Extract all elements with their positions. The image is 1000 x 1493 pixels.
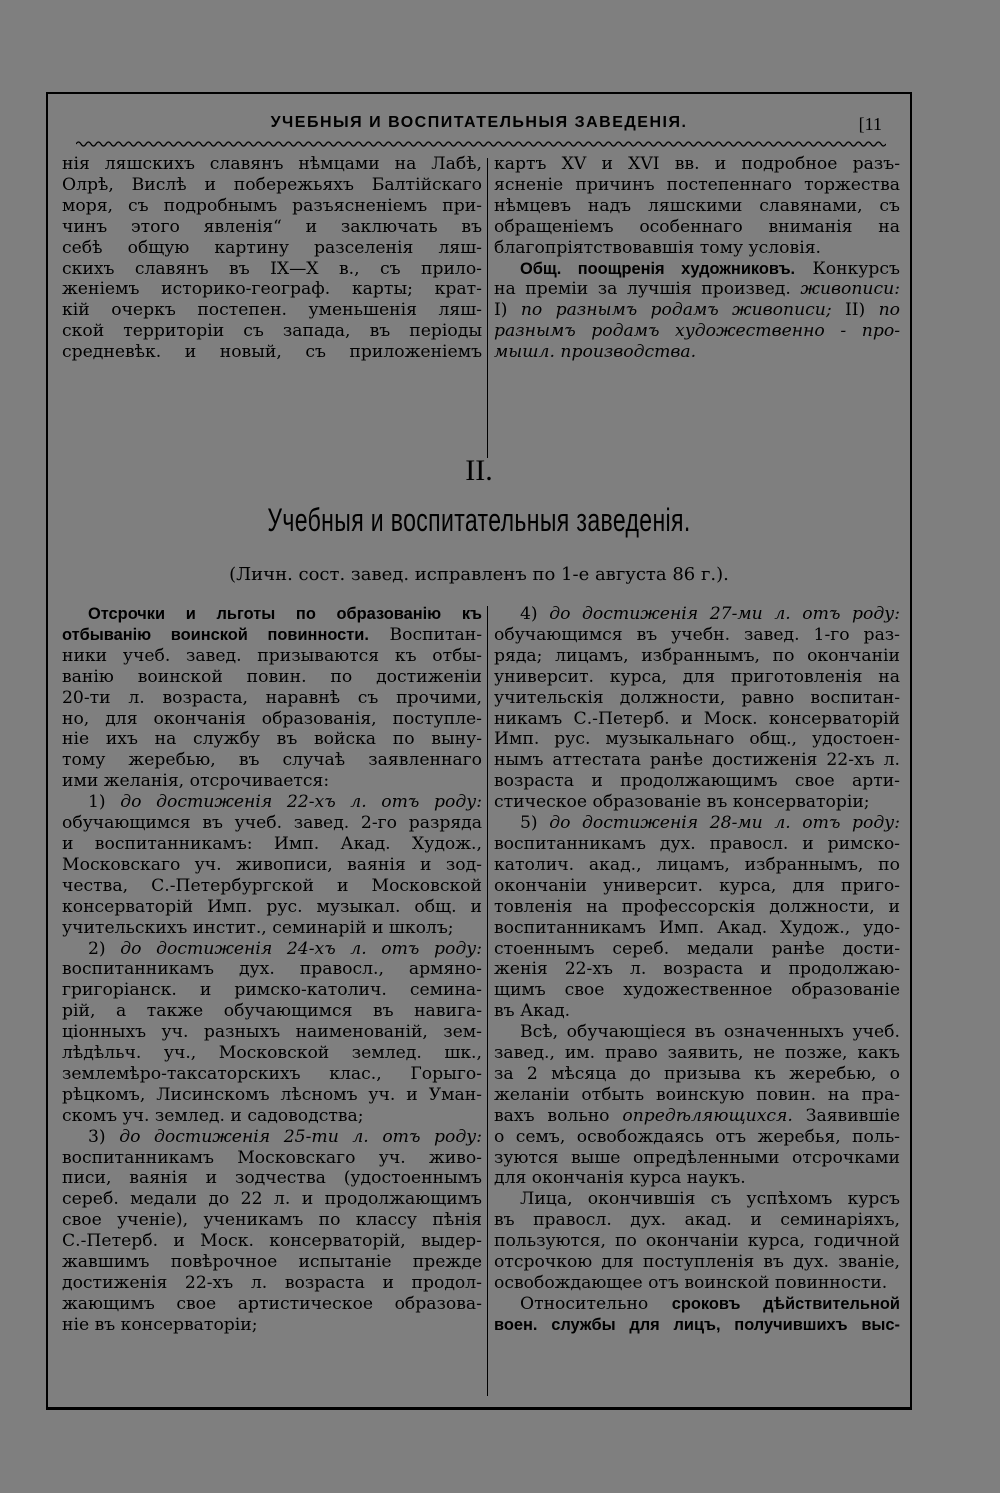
- text-line: кій очеркъ постепен. уменьшенія ляш-: [62, 300, 482, 321]
- text-line: себѣ общую картину разселенія ляш-: [62, 237, 482, 258]
- text-line: григоріанск. и римско-католич. семина-: [62, 980, 482, 1001]
- text-line: С.-Петерб. и Моск. консерваторій, выдер-: [62, 1231, 482, 1252]
- text-line: никамъ С.-Петерб. и Моск. консерваторій: [494, 708, 900, 729]
- text-line: 2) до достиженія 24-хъ л. отъ роду:: [88, 938, 482, 959]
- text-line: 20-ти л. возраста, наравнѣ съ прочими,: [62, 687, 482, 708]
- text-line: нымъ аттестата ранѣе достиженія 22-хъ л.: [494, 750, 900, 771]
- text-line: стическое образованіе въ консерваторіи;: [494, 792, 870, 813]
- text-line: но, для окончанія образованія, поступле-: [62, 708, 482, 729]
- page: [46, 92, 912, 1410]
- text-line: картъ XV и XVI вв. и подробное разъ-: [494, 154, 900, 174]
- text-line: мышл. производства.: [494, 342, 697, 363]
- text-line: университ. курса, для приготовленія на: [494, 666, 900, 687]
- text-line: достиженія 22-хъ л. возраста и продол-: [62, 1273, 482, 1293]
- bottom-right-column: [494, 604, 900, 1336]
- text-line: благопріятствовавшія тому условія.: [494, 237, 821, 258]
- text-line: Лица, окончившія съ успѣхомъ курсъ: [520, 1189, 900, 1210]
- text-line: Имп. рус. музыкальнаго общ., удостоен-: [494, 729, 900, 750]
- text-line: зуются выше опредѣленными отсрочками: [494, 1147, 900, 1168]
- text-line: нія ляшскихъ славянъ нѣмцами на Лабѣ,: [62, 154, 482, 174]
- text-line: скомъ уч. землед. и садоводства;: [62, 1105, 364, 1126]
- text-line: воен. службы для лицъ, получившихъ выс-: [494, 1315, 900, 1334]
- text-line: женіемъ историко-географ. карты; крат-: [62, 279, 482, 300]
- text-line: ніе въ консерваторіи;: [62, 1314, 258, 1335]
- text-line: окончаніи университ. курса, для приго-: [494, 875, 900, 896]
- top-right-column: [494, 154, 900, 363]
- text-line: лѣдѣльч. уч., Московской землед. шк.,: [62, 1043, 482, 1064]
- text-line: возраста и продолжающимъ свое арти-: [494, 771, 900, 792]
- text-line: въ правосл. дух. акад. и семинаріяхъ,: [494, 1210, 900, 1231]
- text-line: завед., им. право заявить, не позже, какъ: [494, 1043, 900, 1064]
- text-line: скихъ славянъ въ IX—X в., съ прило-: [62, 258, 482, 279]
- text-line: Всѣ, обучающіеся въ означенныхъ учеб.: [520, 1022, 900, 1043]
- text-line: о семъ, освобождаясь отъ жеребья, поль-: [494, 1126, 900, 1147]
- text-line: за 2 мѣсяца до призыва къ жеребью, о: [494, 1063, 900, 1084]
- text-line: обращеніемъ особеннаго вниманія на: [494, 216, 900, 237]
- text-line: желаніи отбыть воинскую повин. на пра-: [494, 1084, 900, 1105]
- text-line: воспитанникамъ дух. правосл. и римско-: [494, 833, 900, 854]
- text-line: Московскаго уч. живописи, ваянія и зод-: [62, 854, 482, 875]
- text-line: Относительно сроковъ дѣйствительной: [520, 1293, 900, 1314]
- text-line: нѣмцевъ надъ ляшскими славянами, съ: [494, 195, 900, 216]
- top-left-column: [62, 154, 482, 363]
- text-line: пользуются, по окончаніи курса, годичной: [494, 1231, 900, 1252]
- text-line: ванію воинской повин. по достиженіи: [62, 666, 482, 687]
- text-line: тому жеребью, въ случаѣ заявленнаго: [62, 750, 482, 771]
- text-line: учительскихъ инстит., семинарій и школъ;: [62, 917, 454, 938]
- text-line: чества, С.-Петербургской и Московской: [62, 875, 482, 896]
- text-line: воспитанникамъ Имп. Акад. Худож., удо-: [494, 917, 900, 938]
- text-line: рѣцкомъ, Лисинскомъ лѣсномъ уч. и Уман-: [62, 1084, 482, 1105]
- text-line: разнымъ родамъ художественно - про-: [494, 321, 900, 342]
- text-line: ясненіе причинъ постепеннаго торжества: [494, 174, 900, 195]
- column-divider-top: [487, 158, 488, 458]
- text-line: жающимъ свое артистическое образова-: [62, 1293, 482, 1314]
- text-line: консерваторій Имп. рус. музыкал. общ. и: [62, 896, 482, 917]
- section-note: (Личн. сост. завед. исправленъ по 1-е августа 86 г.).: [229, 564, 729, 585]
- text-line: ніе ихъ на службу въ войска по выну-: [62, 729, 482, 750]
- section-number: II.: [465, 454, 493, 487]
- page-number: [11: [858, 114, 882, 134]
- text-line: стоеннымъ сереб. медали ранѣе дости-: [494, 938, 900, 959]
- text-line: обучающимся въ учебн. завед. 1-го раз-: [494, 624, 900, 645]
- text-line: Олрѣ, Вислѣ и побережьяхъ Балтійскаго: [62, 174, 482, 195]
- text-line: свое ученіе), ученикамъ по классу пѣнія: [62, 1210, 482, 1231]
- text-line: и воспитанникамъ: Имп. Акад. Худож.,: [62, 833, 482, 854]
- wavy-rule: [76, 140, 886, 148]
- text-line: освобождающее отъ воинской повинности.: [494, 1273, 888, 1293]
- text-line: Общ. поощренія художниковъ. Конкурсъ: [520, 258, 900, 279]
- text-line: писи, ваянія и зодчества (удостоеннымъ: [62, 1168, 482, 1189]
- text-line: 1) до достиженія 22-хъ л. отъ роду:: [88, 792, 482, 813]
- text-line: на преміи за лучшія произвед. живописи:: [494, 279, 900, 300]
- text-line: 3) до достиженія 25-ти л. отъ роду:: [88, 1126, 482, 1147]
- text-line: ряда; лицамъ, избраннымъ, по окончаніи: [494, 645, 900, 666]
- text-line: ціонныхъ уч. разныхъ наименованій, зем-: [62, 1022, 482, 1043]
- text-line: воспитанникамъ Московскаго уч. живо-: [62, 1147, 482, 1168]
- text-line: 4) до достиженія 27-ми л. отъ роду:: [520, 604, 900, 624]
- text-line: вахъ вольно опредѣляющихся. Заявившіе: [494, 1105, 900, 1126]
- text-line: ники учеб. завед. призываются къ отбы-: [62, 645, 482, 666]
- text-line: отсрочкою для поступленія въ дух. званіе,: [494, 1252, 900, 1273]
- text-line: учительскія должности, равно воспитан-: [494, 687, 900, 708]
- text-line: въ Акад.: [494, 1001, 571, 1022]
- bottom-left-column: [62, 604, 482, 1336]
- text-line: воспитанникамъ дух. правосл., армяно-: [62, 959, 482, 980]
- text-line: жавшимъ повѣрочное испытаніе прежде: [62, 1252, 482, 1273]
- text-line: для окончанія курса наукъ.: [494, 1168, 746, 1189]
- text-line: Отсрочки и льготы по образованію къ: [88, 605, 482, 623]
- text-line: землемѣро-таксаторскихъ клас., Горыго-: [62, 1063, 482, 1084]
- text-line: I) по разнымъ родамъ живописи; II) по: [494, 300, 900, 321]
- text-line: отбыванію воинской повинности. Воспитан-: [62, 624, 482, 645]
- text-line: ими желанія, отсрочивается:: [62, 771, 330, 792]
- text-line: 5) до достиженія 28-ми л. отъ роду:: [520, 813, 900, 834]
- text-line: католич. акад., лицамъ, избраннымъ, по: [494, 854, 900, 875]
- text-line: чинъ этого явленія“ и заключать въ: [62, 216, 482, 237]
- text-line: рій, а также обучающимся въ навига-: [62, 1001, 482, 1022]
- text-line: щимъ свое художественное образованіе: [494, 980, 900, 1001]
- running-title: УЧЕБНЫЯ И ВОСПИТАТЕЛЬНЫЯ ЗАВЕДЕНІЯ.: [270, 114, 688, 131]
- text-line: моря, съ подробнымъ разъясненіемъ при-: [62, 195, 482, 216]
- text-line: товленія на профессорскія должности, и: [494, 896, 900, 917]
- section-title: Учебныя и воспитательныя заведенія.: [267, 502, 691, 538]
- text-line: сереб. медали до 22 л. и продолжающимъ: [62, 1189, 482, 1210]
- text-line: средневѣк. и новый, съ приложеніемъ: [62, 342, 482, 363]
- text-line: обучающимся въ учеб. завед. 2-го разряда: [62, 813, 482, 834]
- column-divider-bottom: [487, 606, 488, 1396]
- text-line: женія 22-хъ л. возраста и продолжаю-: [494, 959, 900, 980]
- text-line: ской территоріи съ запада, въ періоды: [62, 321, 482, 342]
